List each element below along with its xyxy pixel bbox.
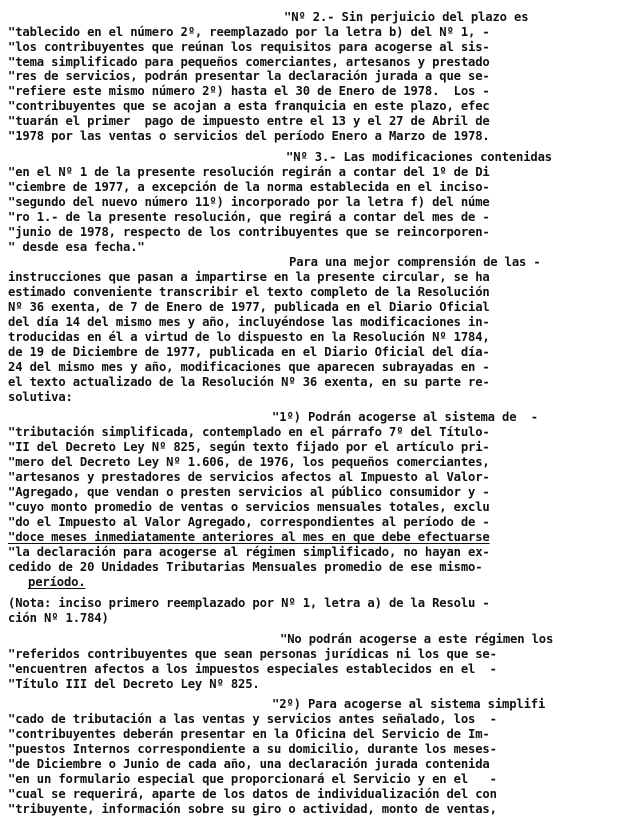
text-line: "tributación simplificada, contemplado en el párrafo 7º del Título- [8, 425, 490, 440]
text-line: Nº 36 exenta, de 7 de Enero de 1977, publicada en el Diario Oficial [8, 299, 490, 314]
text-line: "cuyo monto promedio de ventas o servicios mensuales totales, exclu [8, 500, 490, 515]
text-line: "tablecido en el número 2º, reemplazado por la letra b) del Nº 1, - [8, 24, 490, 39]
text-line: " desde esa fecha." [8, 239, 145, 254]
text-line: "encuentren afectos a los impuestos especiales establecidos en el - [8, 661, 497, 676]
text-line: "1º) Podrán acogerse al sistema de - [272, 410, 538, 425]
text-line: ción Nº 1.784) [8, 610, 109, 625]
text-line: "en el Nº 1 de la presente resolución regirán a contar del 1º de Di [8, 165, 490, 179]
text-line: "do el Impuesto al Valor Agregado, correspondientes al período de - [8, 515, 490, 530]
text-line: instrucciones que pasan a impartirse en la presente circular, se ha [8, 269, 490, 284]
underlined-line: "doce meses inmediatamente anteriores al mes en que debe efectuarse [8, 530, 490, 545]
text-line: "segundo del nuevo número 11º) incorporado por la letra f) del núme [8, 195, 490, 209]
text-line: "cual se requerirá, aparte de los datos de individualización del con [8, 787, 497, 801]
text-line: de 19 de Diciembre de 1977, publicada en el Diario Oficial del día- [8, 344, 490, 359]
text-line: estimado conveniente transcribir el texto completo de la Resolución [8, 284, 490, 299]
text-line: Para una mejor comprensión de las - [289, 254, 541, 269]
text-line: 24 del mismo mes y año, modificaciones que aparecen subrayadas en - [8, 359, 490, 374]
text-line: "res de servicios, podrán presentar la declaración jurada a que se- [8, 69, 490, 84]
text-line: (Nota: inciso primero reemplazado por Nº 1, letra a) de la Resolu - [8, 595, 490, 610]
text-line: del día 14 del mismo mes y año, incluyéndose las modificaciones in- [8, 314, 490, 329]
text-line: "contribuyentes deberán presentar en la Oficina del Servicio de Im- [8, 727, 490, 742]
text-line: "ciembre de 1977, a excepción de la norma establecida en el inciso- [8, 180, 490, 194]
underlined-line: período. [28, 575, 86, 590]
text-line: "No podrán acogerse a este régimen los [280, 631, 554, 646]
text-line: "mero del Decreto Ley Nº 1.606, de 1976, los pequeños comerciantes, [8, 455, 490, 470]
text-line: "los contribuyentes que reúnan los requisitos para acogerse al sis- [8, 39, 490, 54]
text-line: "refiere este mismo número 2º) hasta el 30 de Enero de 1978. Los - [8, 84, 490, 99]
text-line: "puestos Internos correspondiente a su domicilio, durante los meses- [8, 742, 497, 756]
text-line: "Nº 2.- Sin perjuicio del plazo es [284, 9, 529, 24]
text-line: "junio de 1978, respecto de los contribuyentes que se reincorporen- [8, 225, 490, 239]
text-line: "cado de tributación a las ventas y servicios antes señalado, los - [8, 712, 497, 727]
text-line: "Agregado, que vendan o presten servicios al público consumidor y - [8, 485, 490, 500]
text-line: "II del Decreto Ley Nº 825, según texto fijado por el artículo pri- [8, 440, 490, 455]
text-line: "Título III del Decreto Ley Nº 825. [8, 676, 260, 691]
text-line: "Nº 3.- Las modificaciones contenidas [286, 150, 552, 164]
text-line: cedido de 20 Unidades Tributarias Mensuales promedio de ese mismo- [8, 560, 483, 575]
text-line: "tuarán el primer pago de impuesto entre el 13 y el 27 de Abril de [8, 114, 490, 129]
text-line: "contribuyentes que se acojan a esta franquicia en este plazo, efec [8, 99, 490, 114]
text-line: "artesanos y prestadores de servicios afectos al Impuesto al Valor- [8, 470, 490, 485]
text-line: el texto actualizado de la Resolución Nº 36 exenta, en su parte re- [8, 374, 490, 389]
text-line: solutiva: [8, 389, 73, 404]
text-line: "referidos contribuyentes que sean personas jurídicas ni los que se- [8, 646, 497, 661]
text-line: "1978 por las ventas o servicios del período Enero a Marzo de 1978. [8, 129, 490, 144]
text-line: "en un formulario especial que proporcionará el Servicio y en el - [8, 772, 497, 786]
text-line: "la declaración para acogerse al régimen simplificado, no hayan ex- [8, 545, 490, 560]
text-line: "tribuyente, información sobre su giro o actividad, monto de ventas, [8, 802, 497, 816]
text-line: "2º) Para acogerse al sistema simplifi [272, 697, 546, 712]
text-line: troducidas en él a virtud de lo dispuesto en la Resolución Nº 1784, [8, 329, 490, 344]
text-line: "de Diciembre o Junio de cada año, una declaración jurada contenida [8, 757, 490, 771]
text-line: "ro 1.- de la presente resolución, que regirá a contar del mes de - [8, 210, 490, 224]
text-line: "tema simplificado para pequeños comerciantes, artesanos y prestado [8, 54, 490, 69]
